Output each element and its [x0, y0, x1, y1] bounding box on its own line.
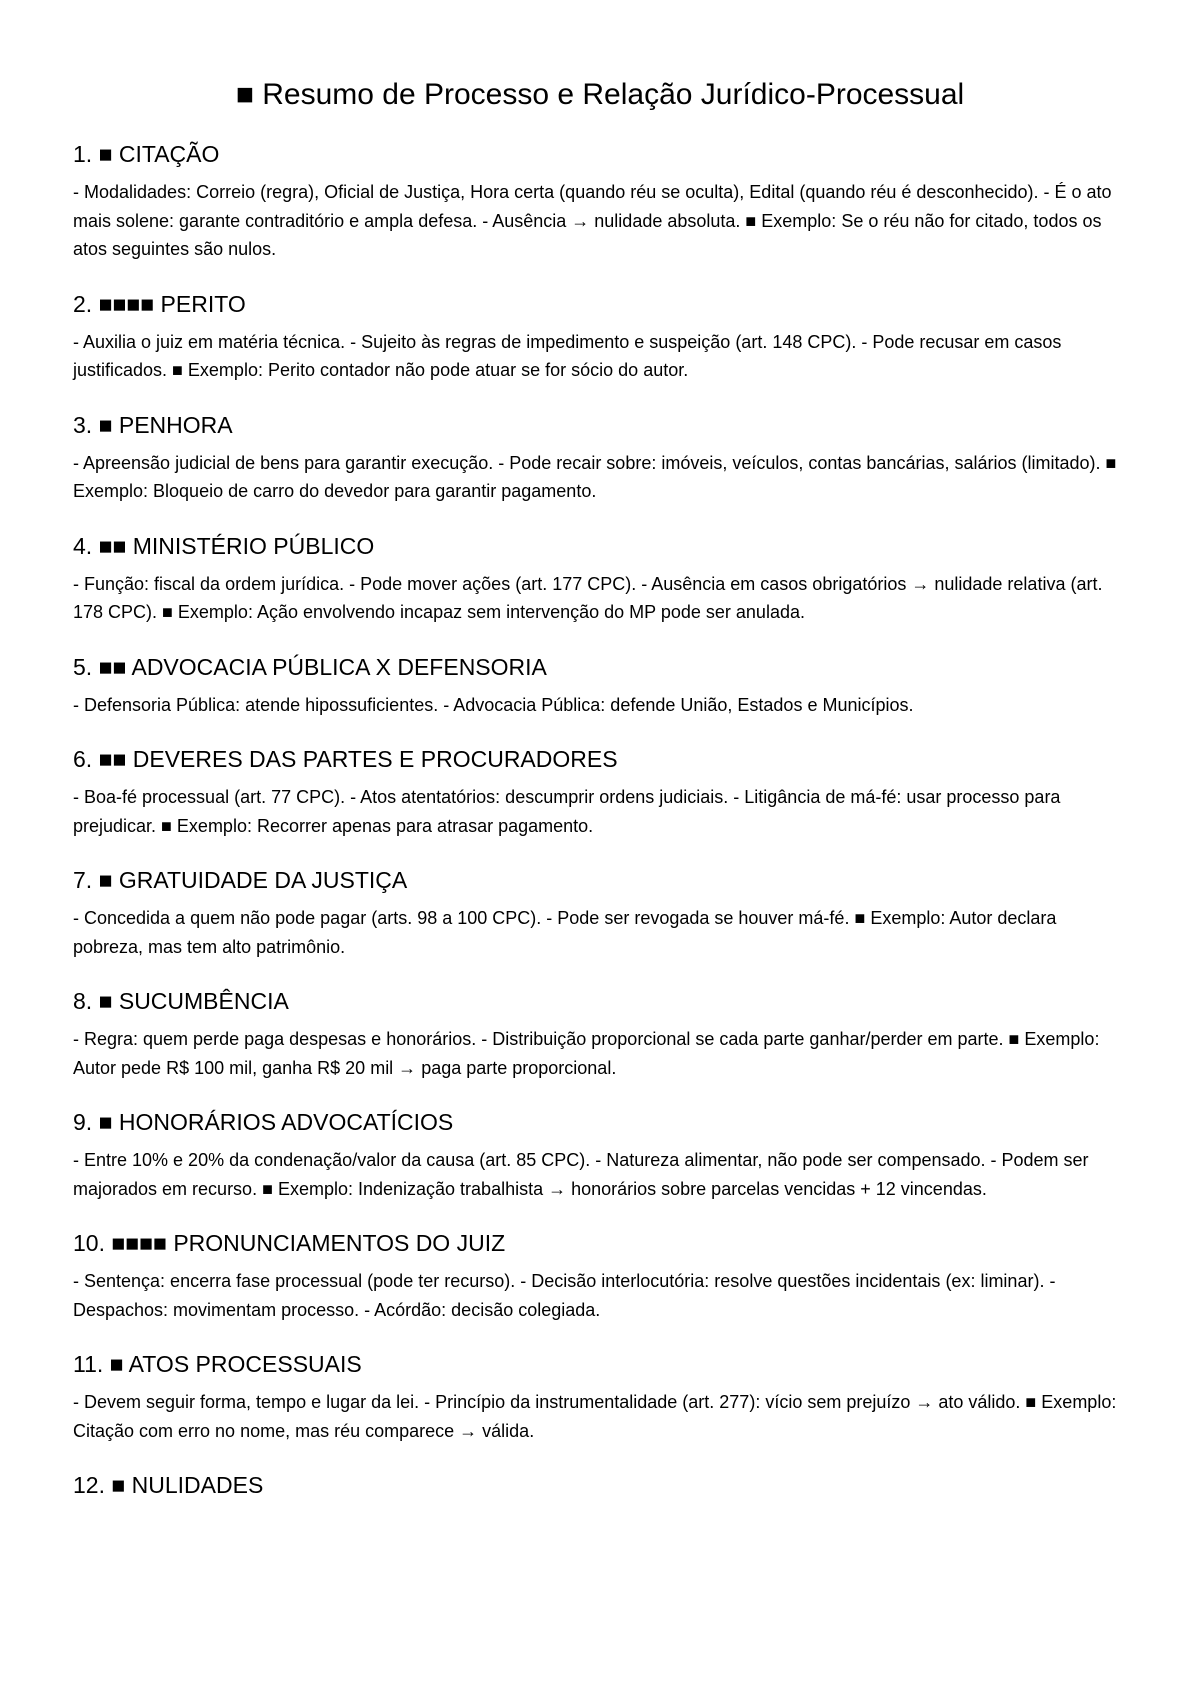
section-heading: 9. ■ HONORÁRIOS ADVOCATÍCIOS	[73, 1109, 454, 1135]
section-citacao	[73, 138, 1127, 264]
section-nulidades	[73, 1469, 1127, 1501]
section-pronunciamentos	[73, 1227, 1127, 1324]
section-heading: 7. ■ GRATUIDADE DA JUSTIÇA	[73, 867, 408, 893]
section-heading: 3. ■ PENHORA	[73, 411, 233, 438]
section-deveres-partes	[73, 743, 1127, 840]
section-body: - Auxilia o juiz em matéria técnica. - Sujeito às regras de impedimento e suspeição (art. 148 CPC). - Pode recusar em casos justificados. ■ Exemplo: Perito contador não pode atuar se for sócio do autor.	[73, 331, 1062, 380]
section-body: - Apreensão judicial de bens para garantir execução. - Pode recair sobre: imóveis, veículos, contas bancárias, salários (limitado). ■ Exemplo: Bloqueio de carro do devedor para garantir pagamento.	[73, 452, 1117, 501]
section-heading: 2. ■■■■ PERITO	[73, 290, 246, 317]
section-body: - Regra: quem perde paga despesas e honorários. - Distribuição proporcional se cada parte ganhar/perder em parte. ■ Exemplo: Autor pede R$ 100 mil, ganha R$ 20 mil → paga parte proporcional.	[73, 1029, 1100, 1078]
section-body: - Função: fiscal da ordem jurídica. - Pode mover ações (art. 177 CPC). - Ausência em casos obrigatórios → nulidade relativa (art. 178 CPC). ■ Exemplo: Ação envolvendo incapaz sem intervenção do MP pode ser anulada.	[73, 573, 1103, 622]
section-advocacia-defensoria	[73, 651, 1127, 720]
section-perito	[73, 288, 1127, 385]
section-body: - Concedida a quem não pode pagar (arts. 98 a 100 CPC). - Pode ser revogada se houver má-fé. ■ Exemplo: Autor declara pobreza, mas tem alto patrimônio.	[73, 908, 1057, 957]
section-heading: 10. ■■■■ PRONUNCIAMENTOS DO JUIZ	[73, 1230, 506, 1256]
section-heading: 5. ■■ ADVOCACIA PÚBLICA X DEFENSORIA	[73, 653, 547, 680]
section-heading: 12. ■ NULIDADES	[73, 1472, 264, 1498]
section-body: - Defensoria Pública: atende hipossuficientes. - Advocacia Pública: defende União, Estados e Municípios.	[73, 694, 914, 715]
section-honorarios	[73, 1106, 1127, 1203]
section-heading: 4. ■■ MINISTÉRIO PÚBLICO	[73, 532, 375, 559]
section-heading: 6. ■■ DEVERES DAS PARTES E PROCURADORES	[73, 746, 618, 772]
section-body: - Boa-fé processual (art. 77 CPC). - Atos atentatórios: descumprir ordens judiciais. - Litigância de má-fé: usar processo para prejudicar. ■ Exemplo: Recorrer apenas para atrasar pagamento.	[73, 787, 1061, 836]
section-ministerio-publico	[73, 530, 1127, 627]
section-gratuidade	[73, 864, 1127, 961]
section-heading: 1. ■ CITAÇÃO	[73, 141, 220, 167]
document-title: ■ Resumo de Processo e Relação Jurídico-Processual	[235, 78, 965, 111]
section-heading: 8. ■ SUCUMBÊNCIA	[73, 988, 289, 1014]
section-body: - Devem seguir forma, tempo e lugar da lei. - Princípio da instrumentalidade (art. 277): vício sem prejuízo → ato válido. ■ Exemplo: Citação com erro no nome, mas réu comparece → válida.	[73, 1392, 1117, 1441]
section-atos-processuais	[73, 1348, 1127, 1445]
section-sucumbencia	[73, 985, 1127, 1082]
section-body: - Sentença: encerra fase processual (pode ter recurso). - Decisão interlocutória: resolve questões incidentais (ex: liminar). - Despachos: movimentam processo. - Acórdão: decisão colegiada.	[73, 1271, 1056, 1320]
section-penhora	[73, 409, 1127, 506]
section-body: - Entre 10% e 20% da condenação/valor da causa (art. 85 CPC). - Natureza alimentar, não pode ser compensado. - Podem ser majorados em recurso. ■ Exemplo: Indenização trabalhista → honorários sobre parcelas vencidas + 12 vincendas.	[73, 1150, 1089, 1199]
section-body: - Modalidades: Correio (regra), Oficial de Justiça, Hora certa (quando réu se oculta), Edital (quando réu é desconhecido). - É o ato mais solene: garante contraditório e ampla defesa. - Ausência → nulidade absoluta. ■ Exemplo: Se o réu não for citado, todos os atos seguintes são nulos.	[73, 182, 1112, 259]
section-heading: 11. ■ ATOS PROCESSUAIS	[73, 1351, 362, 1377]
